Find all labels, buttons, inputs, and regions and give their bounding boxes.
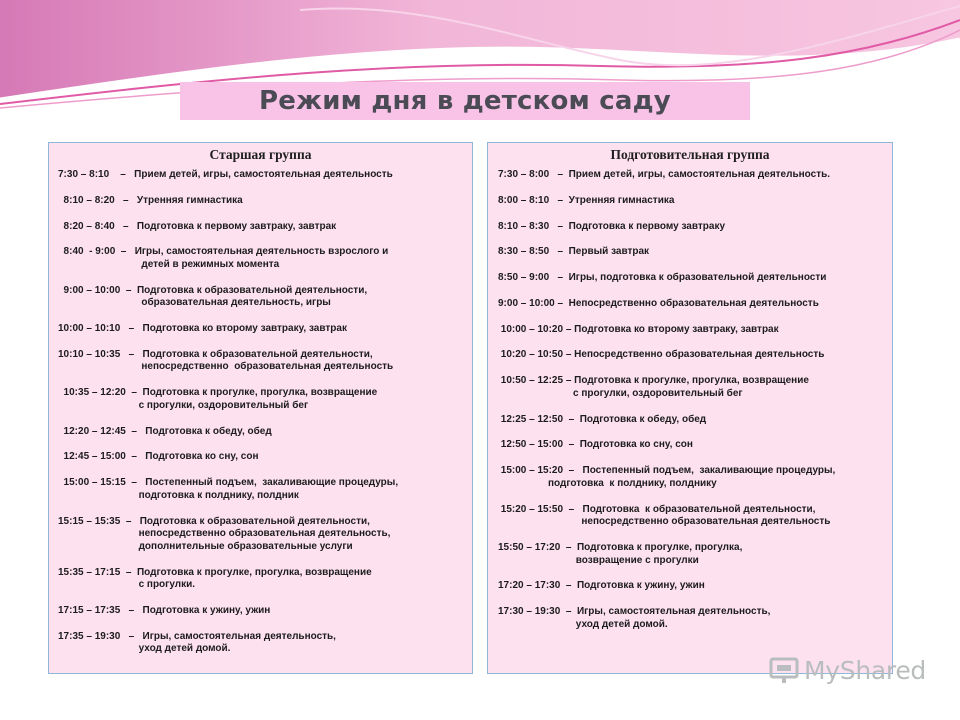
schedule-row xyxy=(58,285,472,310)
schedule-row xyxy=(58,349,472,374)
schedule-row xyxy=(498,349,892,362)
schedule-row xyxy=(498,221,892,234)
schedule-row xyxy=(58,323,472,336)
schedule-row-text: 8:00 – 8:10 – Утренняя гимнастика xyxy=(498,194,675,206)
schedule-list xyxy=(488,169,892,631)
schedule-row-text: 10:20 – 10:50 – Непосредственно образовательная деятельность xyxy=(498,349,825,361)
schedule-row xyxy=(58,246,472,271)
schedule-row-text: 12:45 – 15:00 – Подготовка ко сну, сон xyxy=(58,451,259,463)
schedule-row-text: 12:25 – 12:50 – Подготовка к обеду, обед xyxy=(498,413,707,425)
schedule-row-text: 15:15 – 15:35 – Подготовка к образовательной деятельности, xyxy=(58,515,370,527)
schedule-row-text: дополнительные образовательные услуги xyxy=(58,540,353,552)
schedule-row-text: 15:00 – 15:20 – Постепенный подъем, закаливающие процедуры, xyxy=(498,465,836,477)
schedule-row-text: 15:35 – 17:15 – Подготовка к прогулке, прогулка, возвращение xyxy=(58,566,372,578)
panel-heading: Старшая группа xyxy=(209,147,312,162)
schedule-row xyxy=(498,606,892,631)
schedule-row-text: 8:20 – 8:40 – Подготовка к первому завтраку, завтрак xyxy=(58,220,337,232)
schedule-row-text: 15:00 – 15:15 – Постепенный подъем, закаливающие процедуры, xyxy=(58,477,399,489)
schedule-row-text: с прогулки. xyxy=(58,579,196,591)
schedule-row xyxy=(498,542,892,567)
schedule-row xyxy=(498,169,892,182)
schedule-row xyxy=(498,465,892,490)
schedule-row xyxy=(58,631,472,656)
schedule-row xyxy=(498,195,892,208)
schedule-row-text: 10:10 – 10:35 – Подготовка к образовательной деятельности, xyxy=(58,348,373,360)
schedule-row xyxy=(498,298,892,311)
watermark-text: MyShared xyxy=(804,656,926,685)
schedule-row-text: 10:00 – 10:10 – Подготовка ко второму завтраку, завтрак xyxy=(58,323,347,335)
schedule-row xyxy=(58,477,472,502)
schedule-row xyxy=(58,605,472,618)
schedule-row-text: 12:50 – 15:00 – Подготовка ко сну, сон xyxy=(498,439,693,451)
presentation-icon xyxy=(768,657,800,685)
schedule-row-text: с прогулки, оздоровительный бег xyxy=(58,399,309,411)
schedule-row-text: 7:30 – 8:00 – Прием детей, игры, самостоятельная деятельность. xyxy=(498,169,831,180)
schedule-row xyxy=(498,414,892,427)
schedule-row-text: 8:50 – 9:00 – Игры, подготовка к образовательной деятельности xyxy=(498,272,827,284)
schedule-row xyxy=(498,504,892,529)
schedule-row-text: 9:00 – 10:00 – Непосредственно образовательная деятельность xyxy=(498,297,819,309)
schedule-row-text: 15:50 – 17:20 – Подготовка к прогулке, прогулка, xyxy=(498,541,743,553)
title-box xyxy=(180,82,750,120)
panel-heading: Подготовительная группа xyxy=(610,147,770,162)
schedule-panel-preparatory-group xyxy=(487,142,893,674)
schedule-row xyxy=(58,169,472,182)
schedule-row-text: с прогулки, оздоровительный бег xyxy=(498,387,743,399)
schedule-row-text: детей в режимных момента xyxy=(58,258,280,270)
schedule-row-text: подготовка к полднику, полдник xyxy=(58,489,299,501)
schedule-row-text: 10:00 – 10:20 – Подготовка ко второму завтраку, завтрак xyxy=(498,323,779,335)
schedule-list xyxy=(49,169,472,656)
schedule-row-text: уход детей домой. xyxy=(498,618,668,630)
schedule-row-text: 10:50 – 12:25 – Подготовка к прогулке, прогулка, возвращение xyxy=(498,375,809,387)
schedule-row-text: 17:30 – 19:30 – Игры, самостоятельная деятельность, xyxy=(498,606,771,618)
page-title: Режим дня в детском саду xyxy=(259,86,671,116)
schedule-row-text: 17:35 – 19:30 – Игры, самостоятельная деятельность, xyxy=(58,630,336,642)
schedule-row-text: 9:00 – 10:00 – Подготовка к образовательной деятельности, xyxy=(58,284,368,296)
schedule-row-text: уход детей домой. xyxy=(58,643,231,655)
schedule-row-text: 12:20 – 12:45 – Подготовка к обеду, обед xyxy=(58,425,272,437)
schedule-row xyxy=(58,567,472,592)
schedule-row xyxy=(498,246,892,259)
schedule-row-text: 8:30 – 8:50 – Первый завтрак xyxy=(498,246,650,258)
schedule-row xyxy=(58,426,472,439)
schedule-row xyxy=(58,516,472,554)
schedule-row-text: образовательная деятельность, игры xyxy=(58,297,331,309)
schedule-row-text: 17:15 – 17:35 – Подготовка к ужину, ужин xyxy=(58,604,271,616)
schedule-row-text: 8:10 – 8:30 – Подготовка к первому завтраку xyxy=(498,220,726,232)
schedule-row-text: 8:10 – 8:20 – Утренняя гимнастика xyxy=(58,194,243,206)
schedule-row-text: возвращение с прогулки xyxy=(498,554,699,566)
schedule-row xyxy=(58,451,472,464)
schedule-row xyxy=(58,195,472,208)
schedule-row-text: 10:35 – 12:20 – Подготовка к прогулке, прогулка, возвращение xyxy=(58,387,378,399)
schedule-row-text: непосредственно образовательная деятельность xyxy=(58,361,394,373)
schedule-row-text: 15:20 – 15:50 – Подготовка к образовательной деятельности, xyxy=(498,503,816,515)
schedule-row xyxy=(498,324,892,337)
schedule-panel-senior-group xyxy=(48,142,473,674)
schedule-row xyxy=(498,439,892,452)
schedule-row xyxy=(498,375,892,400)
watermark xyxy=(768,656,926,685)
schedule-row-text: непосредственно образовательная деятельность xyxy=(498,516,831,528)
schedule-row-text: подготовка к полднику, полднику xyxy=(498,477,717,489)
schedule-row xyxy=(498,580,892,593)
schedule-row-text: 7:30 – 8:10 – Прием детей, игры, самостоятельная деятельность xyxy=(58,169,393,180)
schedule-row xyxy=(58,221,472,234)
schedule-row-text: 8:40 - 9:00 – Игры, самостоятельная деятельность взрослого и xyxy=(58,246,389,258)
schedule-row-text: 17:20 – 17:30 – Подготовка к ужину, ужин xyxy=(498,580,705,592)
schedule-row xyxy=(498,272,892,285)
schedule-row xyxy=(58,387,472,412)
schedule-row-text: непосредственно образовательная деятельность, xyxy=(58,528,391,540)
